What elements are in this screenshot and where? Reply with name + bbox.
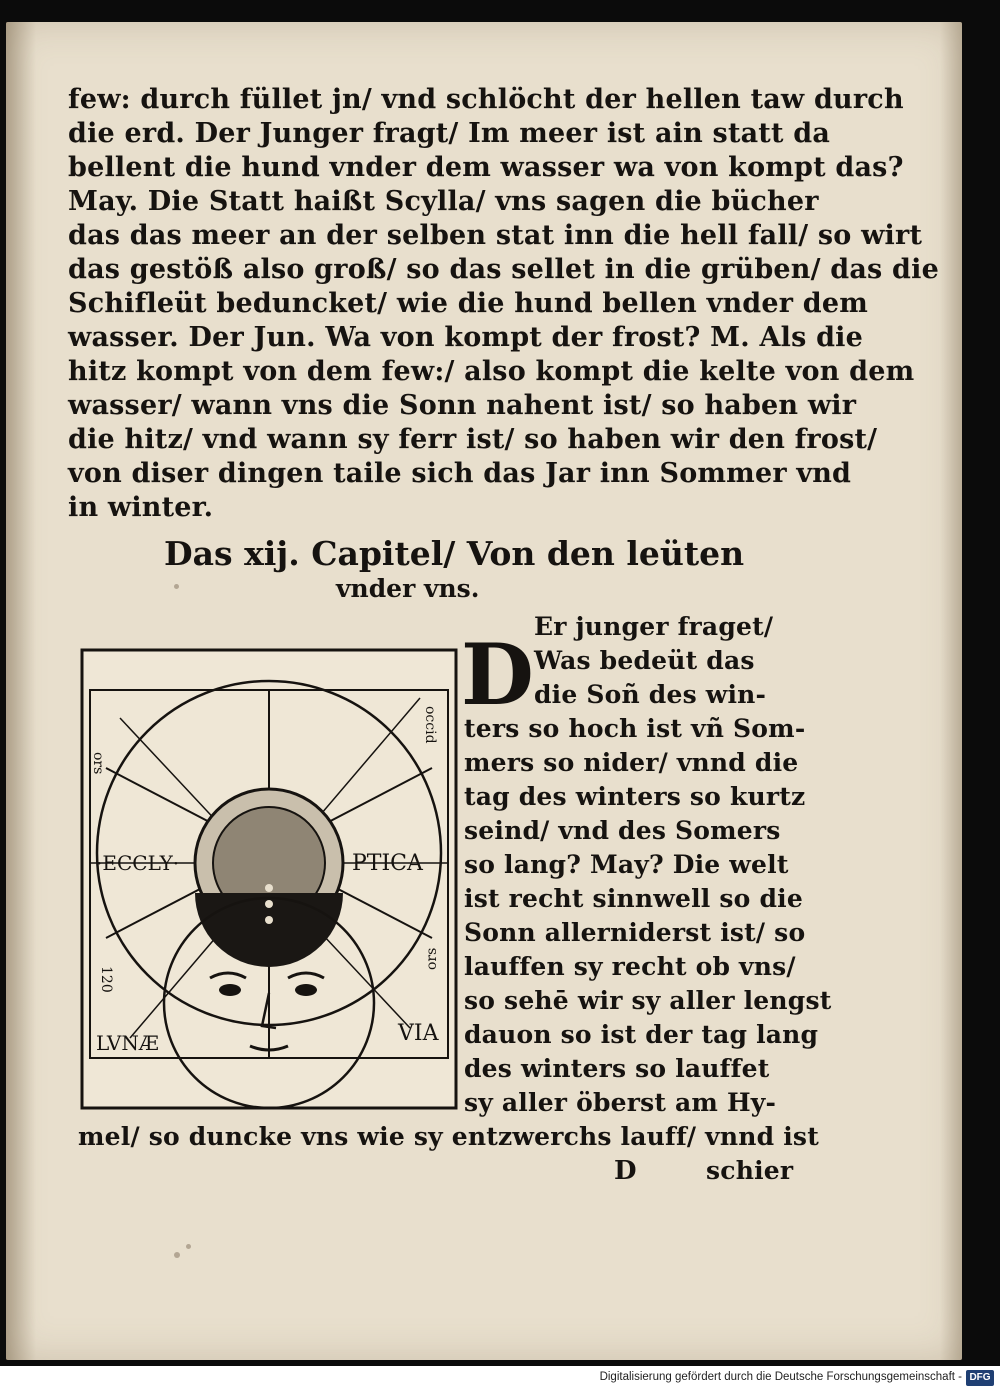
body-line: die erd. Der Junger fragt/ Im meer ist ain statt da: [68, 118, 831, 149]
woodcut-label-bottom-left: LVNÆ: [96, 1031, 159, 1055]
dfg-logo: DFG: [966, 1370, 994, 1386]
side-text-line: tag des winters so kurtz: [464, 782, 806, 811]
body-line: wasser/ wann vns die Sonn nahent ist/ so haben wir: [68, 390, 857, 421]
catchword: schier: [706, 1156, 794, 1185]
woodcut-label-side-left: 120: [98, 966, 114, 993]
chapter-heading-continued: vnder vns.: [336, 574, 480, 603]
body-line: das gestöß also groß/ so das sellet in die grüben/ das die: [68, 254, 939, 285]
signature-mark: D: [614, 1156, 637, 1186]
body-line: von diser dingen taile sich das Jar inn Sommer vnd: [68, 458, 852, 489]
side-text-line: lauffen sy recht ob vns/: [464, 952, 796, 981]
woodcut-label-bottom-right: VIA: [398, 1021, 439, 1046]
body-line: die hitz/ vnd wann sy ferr ist/ so haben wir den frost/: [68, 424, 878, 455]
body-line: bellent die hund vnder dem wasser wa von kompt das?: [68, 152, 904, 183]
ink-speck: [174, 584, 179, 589]
woodcut-label-top-left: ors: [90, 752, 106, 775]
side-text-line: mers so nider/ vnnd die: [464, 748, 799, 777]
ink-speck: [174, 1252, 180, 1258]
side-text-line: Sonn allerniderst ist/ so: [464, 918, 806, 947]
page-edge-shadow: [940, 22, 962, 1360]
side-text-line: seind/ vnd des Somers: [464, 816, 781, 845]
body-line: in winter.: [68, 492, 214, 523]
woodcut-label-top-right: occid: [422, 706, 438, 744]
body-line: wasser. Der Jun. Wa von kompt der frost? M. Als die: [68, 322, 863, 353]
digitization-credit: Digitalisierung gefördert durch die Deutsche Forschungsgemeinschaft -: [599, 1371, 962, 1383]
body-line: das das meer an der selben stat inn die hell fall/ so wirt: [68, 220, 923, 251]
side-text-line: so lang? May? Die welt: [464, 850, 789, 879]
woodcut-label-side-right: ors: [424, 947, 440, 970]
woodcut-label-left: ·ECCLY·: [96, 851, 180, 875]
body-line: May. Die Statt haißt Scylla/ vns sagen die bücher: [68, 186, 819, 217]
body-line: few: durch füllet jn/ vnd schlöcht der hellen taw durch: [68, 84, 904, 115]
woodcut-label-right: PTICA: [352, 851, 423, 876]
body-line: hitz kompt von dem few:/ also kompt die kelte von dem: [68, 356, 915, 387]
footer-bar: [0, 1366, 1000, 1392]
side-text-line: des winters so lauffet: [464, 1054, 770, 1083]
side-text-line: dauon so ist der tag lang: [464, 1020, 819, 1049]
body-line: Schifleüt beduncket/ wie die hund bellen vnder dem: [68, 288, 869, 319]
ink-speck: [186, 1244, 191, 1249]
body-line-bottom: mel/ so duncke vns wie sy entzwerchs lauff/ vnnd ist: [78, 1122, 819, 1151]
side-text-line: die Soñ des win‑: [534, 680, 767, 709]
book-page: [6, 22, 962, 1360]
side-text-line: ist recht sinnwell so die: [464, 884, 803, 913]
side-text-line: Er junger fraget/: [534, 612, 774, 641]
chapter-heading: Das xij. Capitel/ Von den leüten: [164, 534, 745, 573]
side-text-line: Was bedeüt das: [534, 646, 755, 675]
spine-shadow: [6, 22, 36, 1360]
drop-cap: D: [461, 625, 534, 724]
woodcut-illustration: [80, 648, 458, 1110]
side-text-line: sy aller öberst am Hy‑: [464, 1088, 777, 1117]
side-text-line: ters so hoch ist vñ Som‑: [464, 714, 806, 743]
side-text-line: so sehē wir sy aller lengst: [464, 986, 832, 1015]
